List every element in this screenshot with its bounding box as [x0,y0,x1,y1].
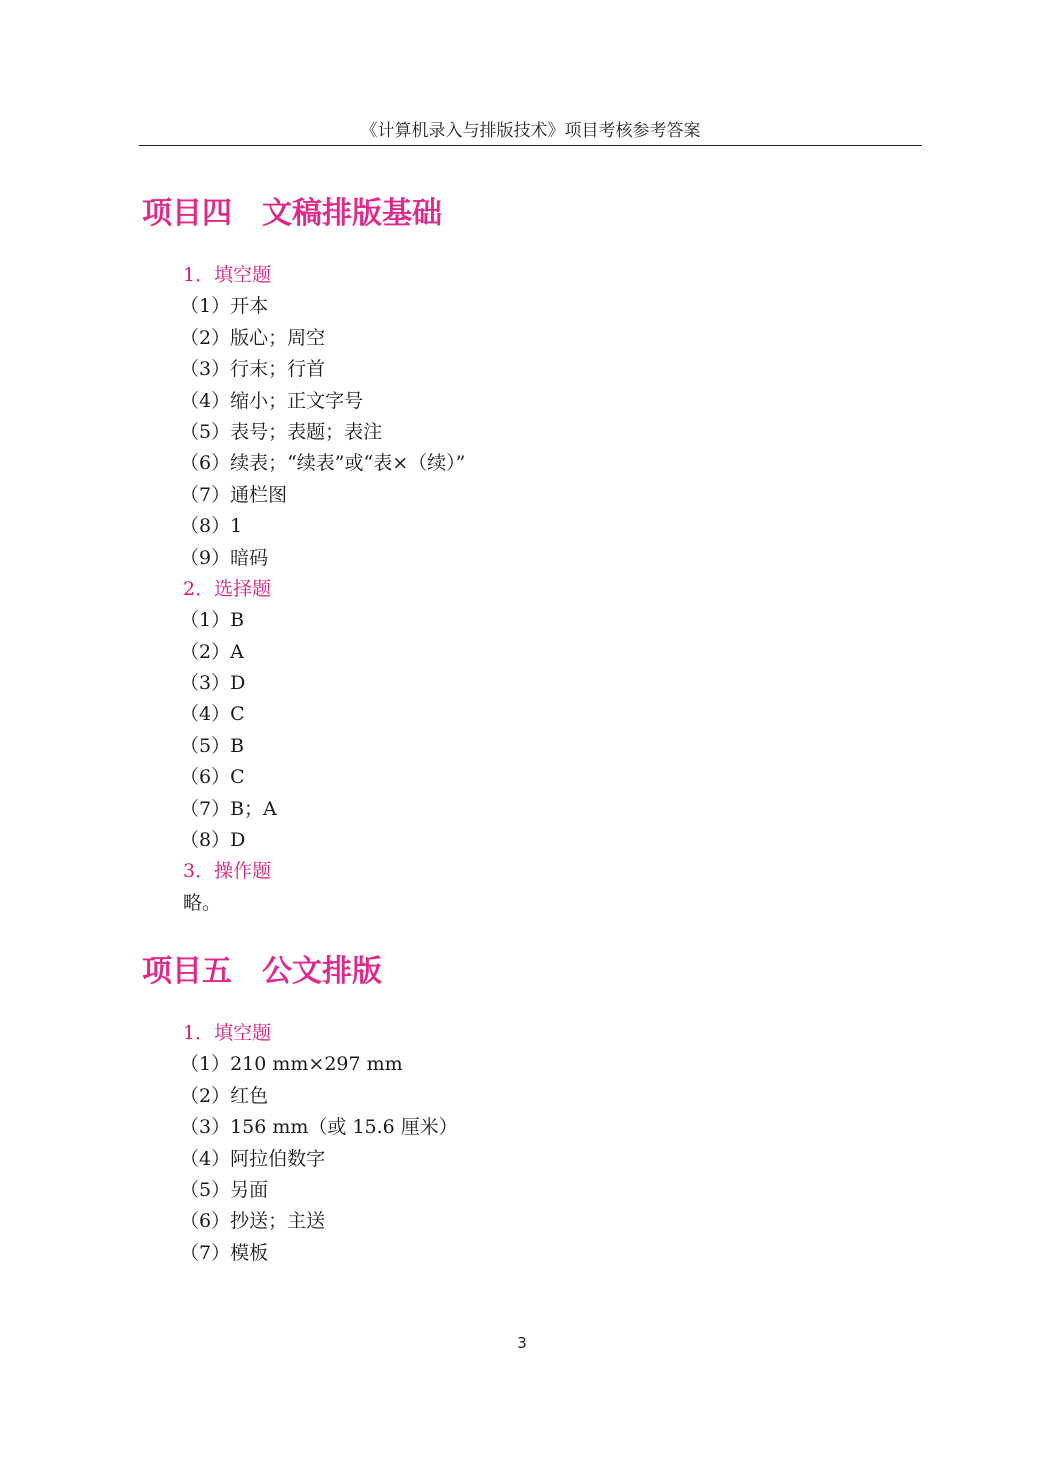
answer-item: （9）暗码 [180,546,269,569]
answer-item: （4）阿拉伯数字 [180,1147,326,1170]
answer-item: （3）行末；行首 [180,358,326,381]
answer-item: （7）模板 [180,1241,269,1264]
answer-item: （1）210 mm×297 mm [180,1053,403,1076]
question-list [180,1018,922,1269]
header-rule [139,145,922,146]
answer-item: （4）C [180,703,245,726]
question-group-heading: 1．填空题 [183,264,272,286]
answer-item: （2）红色 [180,1084,269,1107]
answer-item: （6）续表；“续表”或“表×（续）” [180,452,466,475]
question-list [180,260,922,919]
answer-item: （5）另面 [180,1178,269,1201]
answer-item: （8）1 [180,515,243,538]
answer-note: 略。 [183,891,222,914]
answer-item: （1）开本 [180,295,269,318]
answer-item: （8）D [180,829,246,852]
answer-item: （2）版心；周空 [180,326,326,349]
section-title: 项目四 文稿排版基础 [142,196,442,231]
answer-item: （1）B [180,609,245,632]
question-group-heading: 1．填空题 [183,1022,272,1044]
answer-item: （7）通栏图 [180,483,288,506]
section-project-5 [142,950,922,1269]
question-group-heading: 3．操作题 [183,860,272,883]
answer-item: （6）C [180,766,245,789]
question-group-heading: 2．选择题 [183,577,272,600]
answer-item: （5）表号；表题；表注 [180,420,383,443]
section-title: 项目五 公文排版 [142,954,382,989]
answer-item: （4）缩小；正文字号 [180,389,364,412]
answer-item: （6）抄送；主送 [180,1210,326,1233]
section-project-4 [142,192,922,919]
page-number: 3 [517,1334,527,1352]
running-header: 《计算机录入与排版技术》项目考核参考答案 [360,121,701,141]
answer-item: （7）B；A [180,797,277,820]
answer-item: （2）A [180,640,244,663]
answer-item: （5）B [180,734,245,757]
answer-item: （3）156 mm（或 15.6 厘米） [180,1116,458,1139]
answer-item: （3）D [180,672,246,695]
